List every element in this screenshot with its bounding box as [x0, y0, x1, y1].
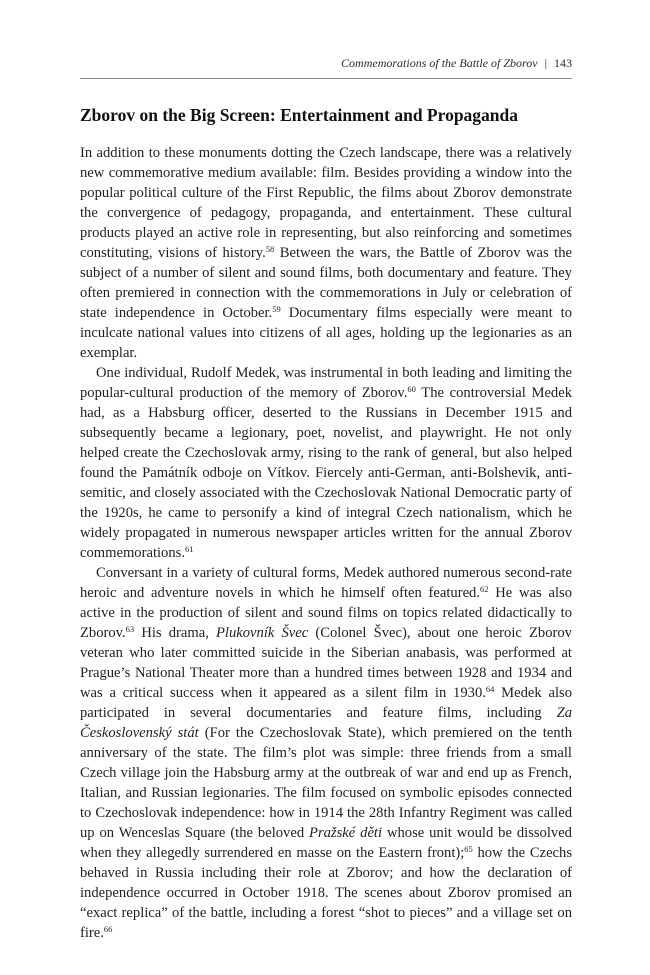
page-number: 143 [554, 56, 572, 70]
text-run: Conversant in a variety of cultural forms, Medek authored numerous second-rate heroic and adventure novels in which he himself often featured. [80, 565, 572, 601]
text-run: Documentary films especially were meant to inculcate national values into citizens of all ages, holding up the legionaries as an exemplar. [80, 305, 572, 361]
text-run: The controversial Medek had, as a Habsburg officer, deserted to the Russians in December 1915 and subsequently became a legionary, poet, novelist, and playwright. He not only helped create the Czechoslovak army, rising to the rank of general, but also helped found the Památník odboje on Vítkov. Fiercely anti-German, anti-Bolshevik, anti-semitic, and closely associated with the Czechoslovak National Democratic party of the 1920s, he came to personify a kind of integral Czech nationalism, which he widely propagated in numerous newspaper articles written for the annual Zborov commemorations. [80, 385, 572, 561]
footnote-ref-64[interactable]: 64 [485, 684, 495, 694]
footnote-ref-61[interactable]: 61 [184, 544, 194, 554]
italic-title: Za Československý stát [80, 705, 572, 741]
footnote-ref-60[interactable]: 60 [407, 384, 416, 394]
text-run: (Colonel Švec), about one heroic Zborov veteran who later committed suicide in the Siberian anabasis, was performed at Prague’s National Theater more than a hundred times between 1928 and 1934 and was a critical success when it appeared as a silent film in 1930. [80, 625, 572, 701]
footnote-ref-63[interactable]: 63 [125, 624, 135, 634]
text-run: (For the Czechoslovak State), which premiered on the tenth anniversary of the state. The film’s plot was simple: three friends from a small Czech village join the Habsburg army at the outbreak of war and end up as French, Italian, and Russian legionaries. The film focused on symbolic episodes connected to Czechoslovak independence: how in 1914 the 28th Infantry Regiment was called up on Wenceslas Square (the beloved [80, 725, 572, 841]
text-run: In addition to these monuments dotting the Czech landscape, there was a relatively new commemorative medium available: film. Besides providing a window into the popular political culture of the First Republic, the films about Zborov demonstrate the convergence of pedagogy, propaganda, and entertainment. These cultural products played an active role in representing, but also reinforcing and sometimes constituting, visions of history. [80, 145, 572, 261]
paragraph-2 [80, 363, 572, 563]
footnote-ref-66[interactable]: 66 [103, 924, 113, 934]
text-run: Between the wars, the Battle of Zborov was the subject of a number of silent and sound films, both documentary and feature. They often premiered in connection with the commemorations in July or celebration of state independence in October. [80, 245, 572, 321]
footnote-ref-65[interactable]: 65 [464, 844, 473, 854]
section-heading: Zborov on the Big Screen: Entertainment and Propaganda [80, 105, 519, 125]
footnote-ref-58[interactable]: 58 [265, 244, 275, 254]
text-run: His drama, [134, 625, 216, 641]
text-run: Medek also participated in several documentaries and feature films, including [80, 685, 572, 721]
italic-title: Pražské děti [309, 825, 383, 841]
running-title: Commemorations of the Battle of Zborov [341, 56, 538, 70]
paragraph-3 [80, 563, 572, 943]
header-rule [80, 78, 572, 79]
paragraph-1 [80, 143, 572, 363]
body-text [80, 143, 572, 943]
text-run: whose unit would be dissolved when they allegedly surrendered en masse on the Eastern front); [80, 825, 572, 861]
text-run: He was also active in the production of silent and sound films on topics related didactically to Zborov. [80, 585, 572, 641]
header-separator: | [544, 56, 547, 70]
footnote-ref-62[interactable]: 62 [480, 584, 489, 594]
running-header [80, 56, 572, 71]
text-run: One individual, Rudolf Medek, was instrumental in both leading and limiting the popular-cultural production of the memory of Zborov. [80, 365, 572, 401]
italic-title: Plukovník Švec [216, 625, 309, 641]
text-run: how the Czechs behaved in Russia including their role at Zborov; and how the declaration of independence occurred in October 1918. The scenes about Zborov promised an “exact replica” of the battle, including a forest “shot to pieces” and a village set on fire. [80, 845, 572, 941]
footnote-ref-59[interactable]: 59 [272, 304, 281, 314]
